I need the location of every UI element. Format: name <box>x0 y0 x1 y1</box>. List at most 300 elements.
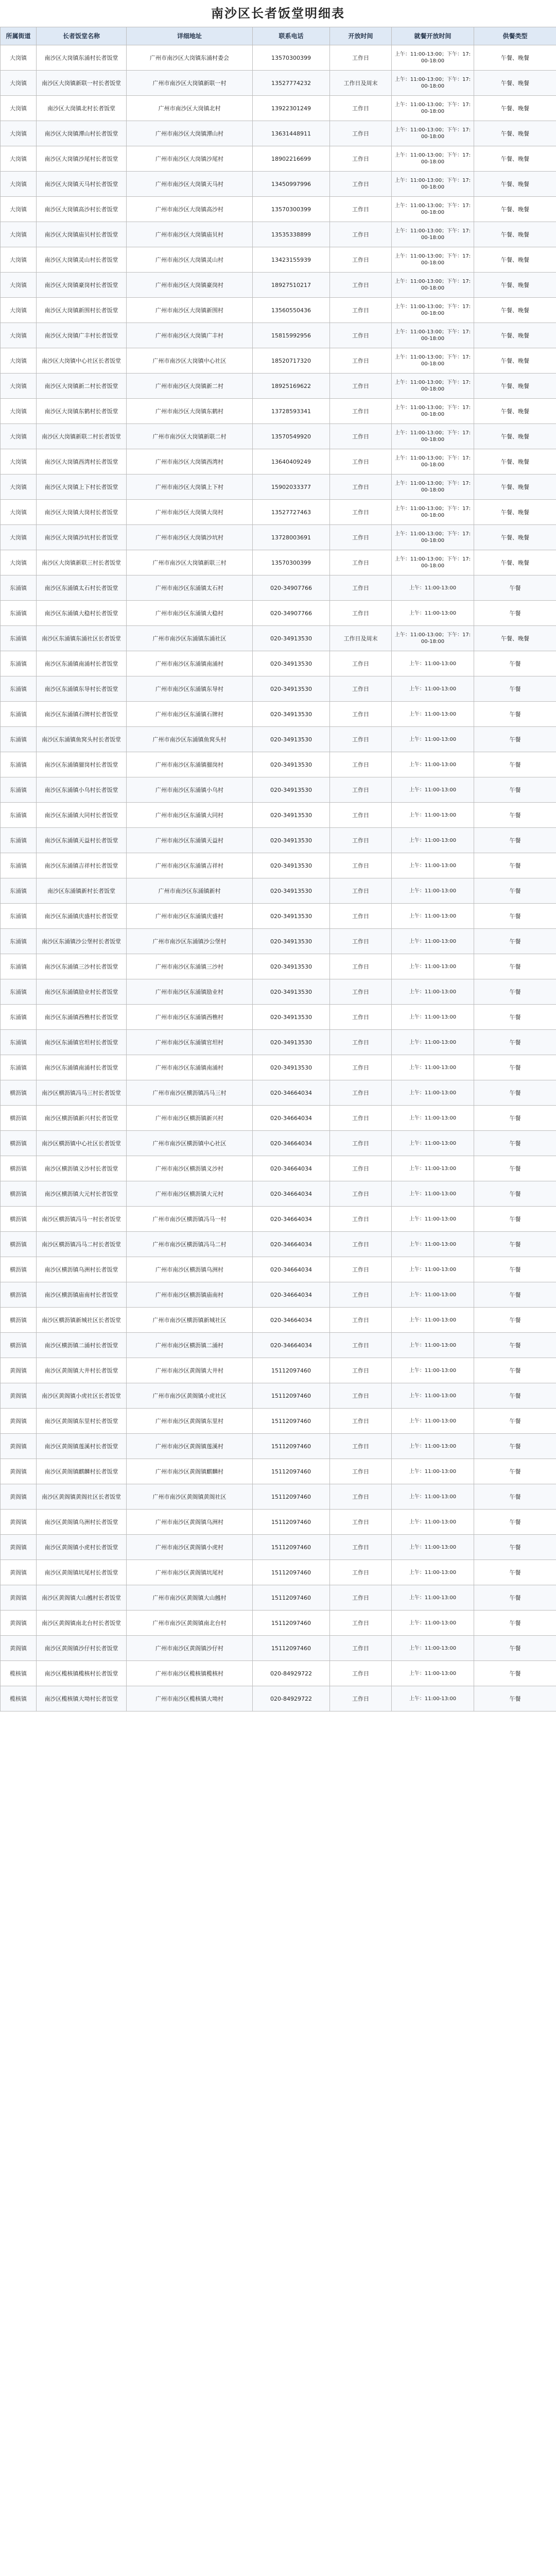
open-days-cell: 工作日 <box>330 878 392 904</box>
meal-hours-cell: 上午：11:00-13:00 <box>392 1156 474 1181</box>
street-cell: 大岗镇 <box>1 525 37 550</box>
address-cell: 广州市南沙区黄阁镇沙仔村 <box>127 1636 253 1661</box>
phone-cell: 13450997996 <box>253 172 330 197</box>
address-cell: 广州市南沙区东涌镇三沙村 <box>127 954 253 979</box>
meal-type-cell: 午餐 <box>474 1585 556 1611</box>
meal-type-cell: 午餐、晚餐 <box>474 96 556 121</box>
phone-cell: 18927510217 <box>253 273 330 298</box>
meal-hours-cell: 上午：11:00-13:00；下午：17:00-18:00 <box>392 247 474 273</box>
meal-type-cell: 午餐 <box>474 1055 556 1080</box>
table-row <box>1 474 556 500</box>
meal-type-cell: 午餐 <box>474 601 556 626</box>
open-days-cell: 工作日 <box>330 474 392 500</box>
meal-hours-cell: 上午：11:00-13:00 <box>392 1510 474 1535</box>
meal-hours-cell: 上午：11:00-13:00；下午：17:00-18:00 <box>392 374 474 399</box>
street-cell: 横沥镇 <box>1 1333 37 1358</box>
meal-type-cell: 午餐、晚餐 <box>474 500 556 525</box>
meal-type-cell: 午餐 <box>474 676 556 702</box>
header-street: 所属街道 <box>1 27 37 45</box>
address-cell: 广州市南沙区大岗镇广丰村 <box>127 323 253 348</box>
table-row <box>1 1459 556 1484</box>
street-cell: 黄阁镇 <box>1 1636 37 1661</box>
table-row <box>1 500 556 525</box>
open-days-cell: 工作日 <box>330 1459 392 1484</box>
phone-cell: 020-34664034 <box>253 1207 330 1232</box>
phone-cell: 020-34664034 <box>253 1282 330 1308</box>
address-cell: 广州市南沙区大岗镇东鹤村 <box>127 399 253 424</box>
meal-type-cell: 午餐 <box>474 1409 556 1434</box>
canteen-name-cell: 南沙区东涌镇新村长者饭堂 <box>37 878 127 904</box>
table-row <box>1 1510 556 1535</box>
canteen-name-cell: 南沙区东涌镇南涌村长者饭堂 <box>37 1055 127 1080</box>
table-row <box>1 247 556 273</box>
phone-cell: 020-34913530 <box>253 702 330 727</box>
street-cell: 大岗镇 <box>1 298 37 323</box>
meal-hours-cell: 上午：11:00-13:00；下午：17:00-18:00 <box>392 96 474 121</box>
open-days-cell: 工作日 <box>330 449 392 474</box>
open-days-cell: 工作日 <box>330 1636 392 1661</box>
open-days-cell: 工作日 <box>330 1333 392 1358</box>
meal-type-cell: 午餐 <box>474 1308 556 1333</box>
address-cell: 广州市南沙区东涌镇大同村 <box>127 803 253 828</box>
address-cell: 广州市南沙区大岗镇天马村 <box>127 172 253 197</box>
street-cell: 大岗镇 <box>1 96 37 121</box>
meal-type-cell: 午餐 <box>474 1005 556 1030</box>
street-cell: 东涌镇 <box>1 1055 37 1080</box>
phone-cell: 15112097460 <box>253 1434 330 1459</box>
street-cell: 大岗镇 <box>1 323 37 348</box>
phone-cell: 020-34913530 <box>253 929 330 954</box>
street-cell: 大岗镇 <box>1 222 37 247</box>
canteen-name-cell: 南沙区东涌镇太石村长者饭堂 <box>37 575 127 601</box>
meal-type-cell: 午餐 <box>474 1434 556 1459</box>
address-cell: 广州市南沙区东涌镇小乌村 <box>127 777 253 803</box>
address-cell: 广州市南沙区东涌镇石牌村 <box>127 702 253 727</box>
meal-hours-cell: 上午：11:00-13:00；下午：17:00-18:00 <box>392 273 474 298</box>
meal-type-cell: 午餐 <box>474 1686 556 1711</box>
address-cell: 广州市南沙区黄阁镇麒麟村 <box>127 1459 253 1484</box>
meal-type-cell: 午餐、晚餐 <box>474 348 556 374</box>
header-meal-hours: 就餐开放时间 <box>392 27 474 45</box>
meal-type-cell: 午餐、晚餐 <box>474 45 556 71</box>
canteen-name-cell: 南沙区东涌镇东导村长者饭堂 <box>37 676 127 702</box>
phone-cell: 15815992956 <box>253 323 330 348</box>
canteen-name-cell: 南沙区横沥镇二涌村长者饭堂 <box>37 1333 127 1358</box>
phone-cell: 18902216699 <box>253 146 330 172</box>
meal-hours-cell: 上午：11:00-13:00；下午：17:00-18:00 <box>392 197 474 222</box>
open-days-cell: 工作日 <box>330 803 392 828</box>
street-cell: 黄阁镇 <box>1 1459 37 1484</box>
address-cell: 广州市南沙区黄阁镇乌洲村 <box>127 1510 253 1535</box>
phone-cell: 020-34913530 <box>253 727 330 752</box>
canteen-name-cell: 南沙区黄阁镇沙仔村长者饭堂 <box>37 1636 127 1661</box>
meal-type-cell: 午餐、晚餐 <box>474 626 556 651</box>
phone-cell: 020-84929722 <box>253 1661 330 1686</box>
phone-cell: 020-34907766 <box>253 601 330 626</box>
open-days-cell: 工作日 <box>330 500 392 525</box>
phone-cell: 13640409249 <box>253 449 330 474</box>
street-cell: 大岗镇 <box>1 348 37 374</box>
address-cell: 广州市南沙区东涌镇南涌村 <box>127 651 253 676</box>
meal-type-cell: 午餐 <box>474 752 556 777</box>
canteen-name-cell: 南沙区东涌镇大稳村长者饭堂 <box>37 601 127 626</box>
open-days-cell: 工作日 <box>330 651 392 676</box>
open-days-cell: 工作日 <box>330 929 392 954</box>
table-row <box>1 929 556 954</box>
table-row <box>1 197 556 222</box>
table-header-row <box>1 27 556 45</box>
open-days-cell: 工作日 <box>330 1585 392 1611</box>
table-row <box>1 424 556 449</box>
open-days-cell: 工作日 <box>330 273 392 298</box>
street-cell: 东涌镇 <box>1 904 37 929</box>
table-row <box>1 1181 556 1207</box>
phone-cell: 020-34913530 <box>253 626 330 651</box>
table-row <box>1 878 556 904</box>
meal-hours-cell: 上午：11:00-13:00 <box>392 1030 474 1055</box>
meal-hours-cell: 上午：11:00-13:00；下午：17:00-18:00 <box>392 474 474 500</box>
table-row <box>1 1661 556 1686</box>
meal-type-cell: 午餐 <box>474 651 556 676</box>
meal-hours-cell: 上午：11:00-13:00 <box>392 1686 474 1711</box>
table-row <box>1 1434 556 1459</box>
canteen-name-cell: 南沙区榄核镇榄核村长者饭堂 <box>37 1661 127 1686</box>
meal-hours-cell: 上午：11:00-13:00 <box>392 1055 474 1080</box>
address-cell: 广州市南沙区大岗镇豪岗村 <box>127 273 253 298</box>
phone-cell: 15112097460 <box>253 1585 330 1611</box>
phone-cell: 020-34664034 <box>253 1308 330 1333</box>
meal-type-cell: 午餐 <box>474 803 556 828</box>
canteen-name-cell: 南沙区东涌镇石牌村长者饭堂 <box>37 702 127 727</box>
meal-hours-cell: 上午：11:00-13:00 <box>392 575 474 601</box>
address-cell: 广州市南沙区大岗镇灵山村 <box>127 247 253 273</box>
address-cell: 广州市南沙区东涌镇东导村 <box>127 676 253 702</box>
open-days-cell: 工作日 <box>330 424 392 449</box>
address-cell: 广州市南沙区黄阁镇东里村 <box>127 1409 253 1434</box>
street-cell: 横沥镇 <box>1 1257 37 1282</box>
street-cell: 大岗镇 <box>1 550 37 575</box>
canteen-name-cell: 南沙区大岗镇灵山村长者饭堂 <box>37 247 127 273</box>
canteen-name-cell: 南沙区大岗镇大岗村长者饭堂 <box>37 500 127 525</box>
phone-cell: 18520717320 <box>253 348 330 374</box>
meal-hours-cell: 上午：11:00-13:00 <box>392 1181 474 1207</box>
table-row <box>1 904 556 929</box>
table-row <box>1 121 556 146</box>
table-row <box>1 1484 556 1510</box>
street-cell: 东涌镇 <box>1 1005 37 1030</box>
meal-hours-cell: 上午：11:00-13:00 <box>392 1257 474 1282</box>
open-days-cell: 工作日 <box>330 676 392 702</box>
canteen-name-cell: 南沙区大岗镇新联三村长者饭堂 <box>37 550 127 575</box>
phone-cell: 15112097460 <box>253 1636 330 1661</box>
meal-type-cell: 午餐、晚餐 <box>474 474 556 500</box>
address-cell: 广州市南沙区东涌镇太石村 <box>127 575 253 601</box>
street-cell: 黄阁镇 <box>1 1409 37 1434</box>
street-cell: 大岗镇 <box>1 374 37 399</box>
open-days-cell: 工作日 <box>330 1409 392 1434</box>
street-cell: 黄阁镇 <box>1 1383 37 1409</box>
canteen-name-cell: 南沙区东涌镇大同村长者饭堂 <box>37 803 127 828</box>
table-row <box>1 651 556 676</box>
meal-type-cell: 午餐 <box>474 1535 556 1560</box>
meal-type-cell: 午餐 <box>474 1232 556 1257</box>
meal-type-cell: 午餐 <box>474 1030 556 1055</box>
meal-hours-cell: 上午：11:00-13:00；下午：17:00-18:00 <box>392 121 474 146</box>
address-cell: 广州市南沙区大岗镇北村 <box>127 96 253 121</box>
phone-cell: 13728593341 <box>253 399 330 424</box>
open-days-cell: 工作日 <box>330 1535 392 1560</box>
table-row <box>1 1535 556 1560</box>
meal-type-cell: 午餐 <box>474 1636 556 1661</box>
phone-cell: 13570300399 <box>253 45 330 71</box>
meal-hours-cell: 上午：11:00-13:00；下午：17:00-18:00 <box>392 146 474 172</box>
street-cell: 大岗镇 <box>1 424 37 449</box>
canteen-name-cell: 南沙区横沥镇中心社区长者饭堂 <box>37 1131 127 1156</box>
meal-type-cell: 午餐 <box>474 853 556 878</box>
street-cell: 大岗镇 <box>1 146 37 172</box>
street-cell: 东涌镇 <box>1 1030 37 1055</box>
canteen-name-cell: 南沙区黄阁镇大山乸村长者饭堂 <box>37 1585 127 1611</box>
open-days-cell: 工作日 <box>330 1282 392 1308</box>
phone-cell: 020-34913530 <box>253 803 330 828</box>
meal-hours-cell: 上午：11:00-13:00 <box>392 1232 474 1257</box>
open-days-cell: 工作日 <box>330 979 392 1005</box>
open-days-cell: 工作日 <box>330 1484 392 1510</box>
meal-hours-cell: 上午：11:00-13:00 <box>392 1459 474 1484</box>
phone-cell: 020-34664034 <box>253 1232 330 1257</box>
meal-hours-cell: 上午：11:00-13:00 <box>392 954 474 979</box>
open-days-cell: 工作日 <box>330 1611 392 1636</box>
open-days-cell: 工作日 <box>330 954 392 979</box>
canteen-name-cell: 南沙区大岗镇沙坑村长者饭堂 <box>37 525 127 550</box>
meal-hours-cell: 上午：11:00-13:00 <box>392 727 474 752</box>
table-row <box>1 1232 556 1257</box>
phone-cell: 15112097460 <box>253 1611 330 1636</box>
open-days-cell: 工作日 <box>330 1510 392 1535</box>
address-cell: 广州市南沙区横沥镇新兴村 <box>127 1106 253 1131</box>
address-cell: 广州市南沙区东涌镇骝岗村 <box>127 752 253 777</box>
table-row <box>1 449 556 474</box>
phone-cell: 13560550436 <box>253 298 330 323</box>
table-row <box>1 146 556 172</box>
street-cell: 黄阁镇 <box>1 1560 37 1585</box>
phone-cell: 13570300399 <box>253 197 330 222</box>
phone-cell: 15112097460 <box>253 1484 330 1510</box>
phone-cell: 020-34664034 <box>253 1333 330 1358</box>
meal-hours-cell: 上午：11:00-13:00；下午：17:00-18:00 <box>392 298 474 323</box>
phone-cell: 020-34913530 <box>253 777 330 803</box>
canteen-name-cell: 南沙区大岗镇东鹤村长者饭堂 <box>37 399 127 424</box>
meal-hours-cell: 上午：11:00-13:00 <box>392 1434 474 1459</box>
phone-cell: 15112097460 <box>253 1383 330 1409</box>
street-cell: 大岗镇 <box>1 121 37 146</box>
address-cell: 广州市南沙区黄阁镇大山乸村 <box>127 1585 253 1611</box>
table-row <box>1 71 556 96</box>
meal-type-cell: 午餐 <box>474 1257 556 1282</box>
open-days-cell: 工作日 <box>330 323 392 348</box>
phone-cell: 15902033377 <box>253 474 330 500</box>
meal-type-cell: 午餐、晚餐 <box>474 550 556 575</box>
phone-cell: 15112097460 <box>253 1560 330 1585</box>
open-days-cell: 工作日 <box>330 550 392 575</box>
street-cell: 东涌镇 <box>1 702 37 727</box>
address-cell: 广州市南沙区大岗镇新联三村 <box>127 550 253 575</box>
canteen-name-cell: 南沙区东涌镇官坦村长者饭堂 <box>37 1030 127 1055</box>
meal-hours-cell: 上午：11:00-13:00 <box>392 1585 474 1611</box>
phone-cell: 020-34913530 <box>253 1005 330 1030</box>
open-days-cell: 工作日 <box>330 702 392 727</box>
address-cell: 广州市南沙区横沥镇二涌村 <box>127 1333 253 1358</box>
street-cell: 东涌镇 <box>1 929 37 954</box>
table-row <box>1 575 556 601</box>
canteen-name-cell: 南沙区东涌镇沙公堡村长者饭堂 <box>37 929 127 954</box>
street-cell: 大岗镇 <box>1 197 37 222</box>
address-cell: 广州市南沙区黄阁镇莲溪村 <box>127 1434 253 1459</box>
meal-hours-cell: 上午：11:00-13:00 <box>392 1636 474 1661</box>
street-cell: 大岗镇 <box>1 474 37 500</box>
open-days-cell: 工作日 <box>330 1661 392 1686</box>
open-days-cell: 工作日 <box>330 752 392 777</box>
table-row <box>1 1686 556 1711</box>
table-row <box>1 777 556 803</box>
meal-hours-cell: 上午：11:00-13:00 <box>392 1358 474 1383</box>
address-cell: 广州市南沙区横沥镇冯马二村 <box>127 1232 253 1257</box>
meal-type-cell: 午餐 <box>474 1510 556 1535</box>
meal-type-cell: 午餐 <box>474 1207 556 1232</box>
open-days-cell: 工作日 <box>330 727 392 752</box>
meal-hours-cell: 上午：11:00-13:00；下午：17:00-18:00 <box>392 399 474 424</box>
street-cell: 大岗镇 <box>1 172 37 197</box>
address-cell: 广州市南沙区东涌镇大稳村 <box>127 601 253 626</box>
address-cell: 广州市南沙区大岗镇东涌村委会 <box>127 45 253 71</box>
street-cell: 黄阁镇 <box>1 1434 37 1459</box>
open-days-cell: 工作日 <box>330 1560 392 1585</box>
table-row <box>1 1282 556 1308</box>
meal-hours-cell: 上午：11:00-13:00 <box>392 1080 474 1106</box>
meal-hours-cell: 上午：11:00-13:00 <box>392 1611 474 1636</box>
canteen-name-cell: 南沙区东涌镇天益村长者饭堂 <box>37 828 127 853</box>
meal-type-cell: 午餐 <box>474 727 556 752</box>
canteen-name-cell: 南沙区东涌镇鱼窝头村长者饭堂 <box>37 727 127 752</box>
street-cell: 横沥镇 <box>1 1282 37 1308</box>
meal-type-cell: 午餐 <box>474 1560 556 1585</box>
table-row <box>1 1257 556 1282</box>
phone-cell: 020-34664034 <box>253 1181 330 1207</box>
street-cell: 大岗镇 <box>1 71 37 96</box>
canteen-name-cell: 南沙区横沥镇冯马二村长者饭堂 <box>37 1232 127 1257</box>
canteen-name-cell: 南沙区大岗镇新联二村长者饭堂 <box>37 424 127 449</box>
phone-cell: 020-34913530 <box>253 676 330 702</box>
address-cell: 广州市南沙区大岗镇新围村 <box>127 298 253 323</box>
meal-hours-cell: 上午：11:00-13:00 <box>392 853 474 878</box>
canteen-name-cell: 南沙区黄阁镇东里村长者饭堂 <box>37 1409 127 1434</box>
open-days-cell: 工作日 <box>330 853 392 878</box>
phone-cell: 15112097460 <box>253 1535 330 1560</box>
street-cell: 榄核镇 <box>1 1661 37 1686</box>
open-days-cell: 工作日 <box>330 247 392 273</box>
open-days-cell: 工作日 <box>330 146 392 172</box>
meal-type-cell: 午餐 <box>474 1333 556 1358</box>
table-row <box>1 1358 556 1383</box>
meal-type-cell: 午餐 <box>474 1106 556 1131</box>
table-row <box>1 727 556 752</box>
open-days-cell: 工作日 <box>330 399 392 424</box>
address-cell: 广州市南沙区东涌镇东涌社区 <box>127 626 253 651</box>
meal-type-cell: 午餐、晚餐 <box>474 121 556 146</box>
address-cell: 广州市南沙区横沥镇冯马三村 <box>127 1080 253 1106</box>
street-cell: 东涌镇 <box>1 878 37 904</box>
meal-type-cell: 午餐 <box>474 1080 556 1106</box>
table-row <box>1 348 556 374</box>
street-cell: 横沥镇 <box>1 1308 37 1333</box>
table-row <box>1 1308 556 1333</box>
open-days-cell: 工作日 <box>330 1257 392 1282</box>
canteen-name-cell: 南沙区横沥镇义沙村长者饭堂 <box>37 1156 127 1181</box>
meal-type-cell: 午餐 <box>474 777 556 803</box>
street-cell: 东涌镇 <box>1 828 37 853</box>
street-cell: 东涌镇 <box>1 626 37 651</box>
canteen-name-cell: 南沙区横沥镇庙南村长者饭堂 <box>37 1282 127 1308</box>
phone-cell: 13527774232 <box>253 71 330 96</box>
table-row <box>1 1207 556 1232</box>
table-row <box>1 1156 556 1181</box>
address-cell: 广州市南沙区横沥镇义沙村 <box>127 1156 253 1181</box>
open-days-cell: 工作日 <box>330 1181 392 1207</box>
canteen-name-cell: 南沙区黄阁镇南北台村长者饭堂 <box>37 1611 127 1636</box>
table-row <box>1 1585 556 1611</box>
open-days-cell: 工作日 <box>330 904 392 929</box>
street-cell: 横沥镇 <box>1 1131 37 1156</box>
meal-type-cell: 午餐、晚餐 <box>474 146 556 172</box>
phone-cell: 020-34913530 <box>253 1030 330 1055</box>
meal-hours-cell: 上午：11:00-13:00；下午：17:00-18:00 <box>392 348 474 374</box>
meal-hours-cell: 上午：11:00-13:00 <box>392 878 474 904</box>
street-cell: 横沥镇 <box>1 1232 37 1257</box>
table-row <box>1 1383 556 1409</box>
open-days-cell: 工作日 <box>330 96 392 121</box>
address-cell: 广州市南沙区东涌镇庆盛村 <box>127 904 253 929</box>
canteen-name-cell: 南沙区东涌镇励业村长者饭堂 <box>37 979 127 1005</box>
meal-hours-cell: 上午：11:00-13:00；下午：17:00-18:00 <box>392 172 474 197</box>
address-cell: 广州市南沙区黄阁镇南北台村 <box>127 1611 253 1636</box>
address-cell: 广州市南沙区大岗镇高沙村 <box>127 197 253 222</box>
meal-type-cell: 午餐 <box>474 878 556 904</box>
open-days-cell: 工作日 <box>330 1005 392 1030</box>
street-cell: 东涌镇 <box>1 954 37 979</box>
table-row <box>1 399 556 424</box>
street-cell: 东涌镇 <box>1 676 37 702</box>
open-days-cell: 工作日 <box>330 348 392 374</box>
table-row <box>1 601 556 626</box>
table-row <box>1 1080 556 1106</box>
phone-cell: 15112097460 <box>253 1358 330 1383</box>
meal-hours-cell: 上午：11:00-13:00 <box>392 1333 474 1358</box>
meal-type-cell: 午餐 <box>474 828 556 853</box>
street-cell: 东涌镇 <box>1 979 37 1005</box>
street-cell: 黄阁镇 <box>1 1484 37 1510</box>
address-cell: 广州市南沙区东涌镇沙公堡村 <box>127 929 253 954</box>
address-cell: 广州市南沙区横沥镇大元村 <box>127 1181 253 1207</box>
canteen-name-cell: 南沙区黄阁镇坑尾村长者饭堂 <box>37 1560 127 1585</box>
open-days-cell: 工作日 <box>330 1358 392 1383</box>
address-cell: 广州市南沙区东涌镇南涌村 <box>127 1055 253 1080</box>
street-cell: 黄阁镇 <box>1 1611 37 1636</box>
meal-hours-cell: 上午：11:00-13:00 <box>392 777 474 803</box>
table-row <box>1 803 556 828</box>
meal-type-cell: 午餐 <box>474 954 556 979</box>
table-row <box>1 1636 556 1661</box>
canteen-name-cell: 南沙区大岗镇广丰村长者饭堂 <box>37 323 127 348</box>
